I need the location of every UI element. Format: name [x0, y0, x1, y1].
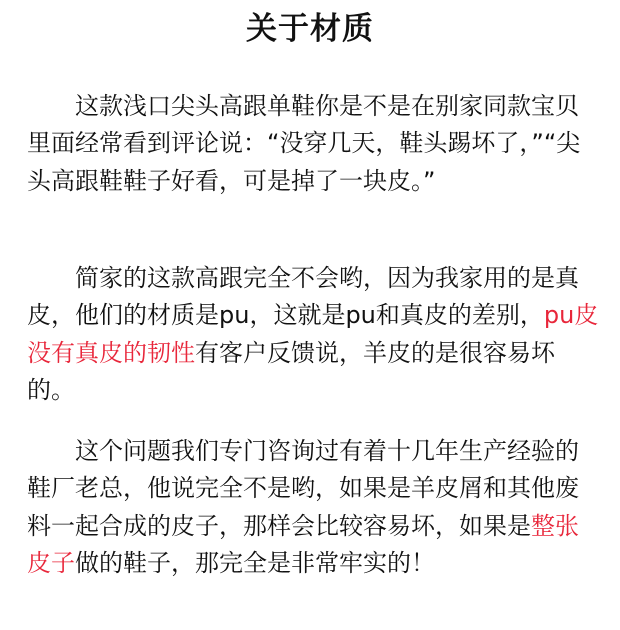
- paragraph-text: 这个问题我们专门咨询过有着十几年生产经验的鞋厂老总，他说完全不是哟，如果是羊皮屑和其他废料一起合成的皮子，那样会比较容易坏，如果是: [27, 437, 579, 540]
- highlight-text: 整张皮子: [27, 511, 579, 578]
- paragraph-text: 做的鞋子，那完全是非常牢实的！: [75, 549, 435, 578]
- paragraph-text: 有客户反馈说，羊皮的是很容易坏的。: [27, 338, 555, 405]
- page-title: 关于材质: [246, 11, 374, 47]
- paragraph-complaints: 这款浅口尖头高跟单鞋你是不是在别家同款宝贝里面经常看到评论说：“没穿几天，鞋头踢坏了，”“尖头高跟鞋鞋子好看，可是掉了一块皮。”: [27, 92, 581, 195]
- paragraph-text: 简家的这款高跟完全不会哟，因为我家用的是真皮，他们的材质是pu，这就是pu和真皮的差别，: [27, 264, 579, 330]
- paragraph-genuine-leather: [27, 260, 599, 410]
- paragraph-factory-opinion: [27, 433, 599, 583]
- highlight-text: pu皮没有真皮的韧性: [27, 301, 599, 367]
